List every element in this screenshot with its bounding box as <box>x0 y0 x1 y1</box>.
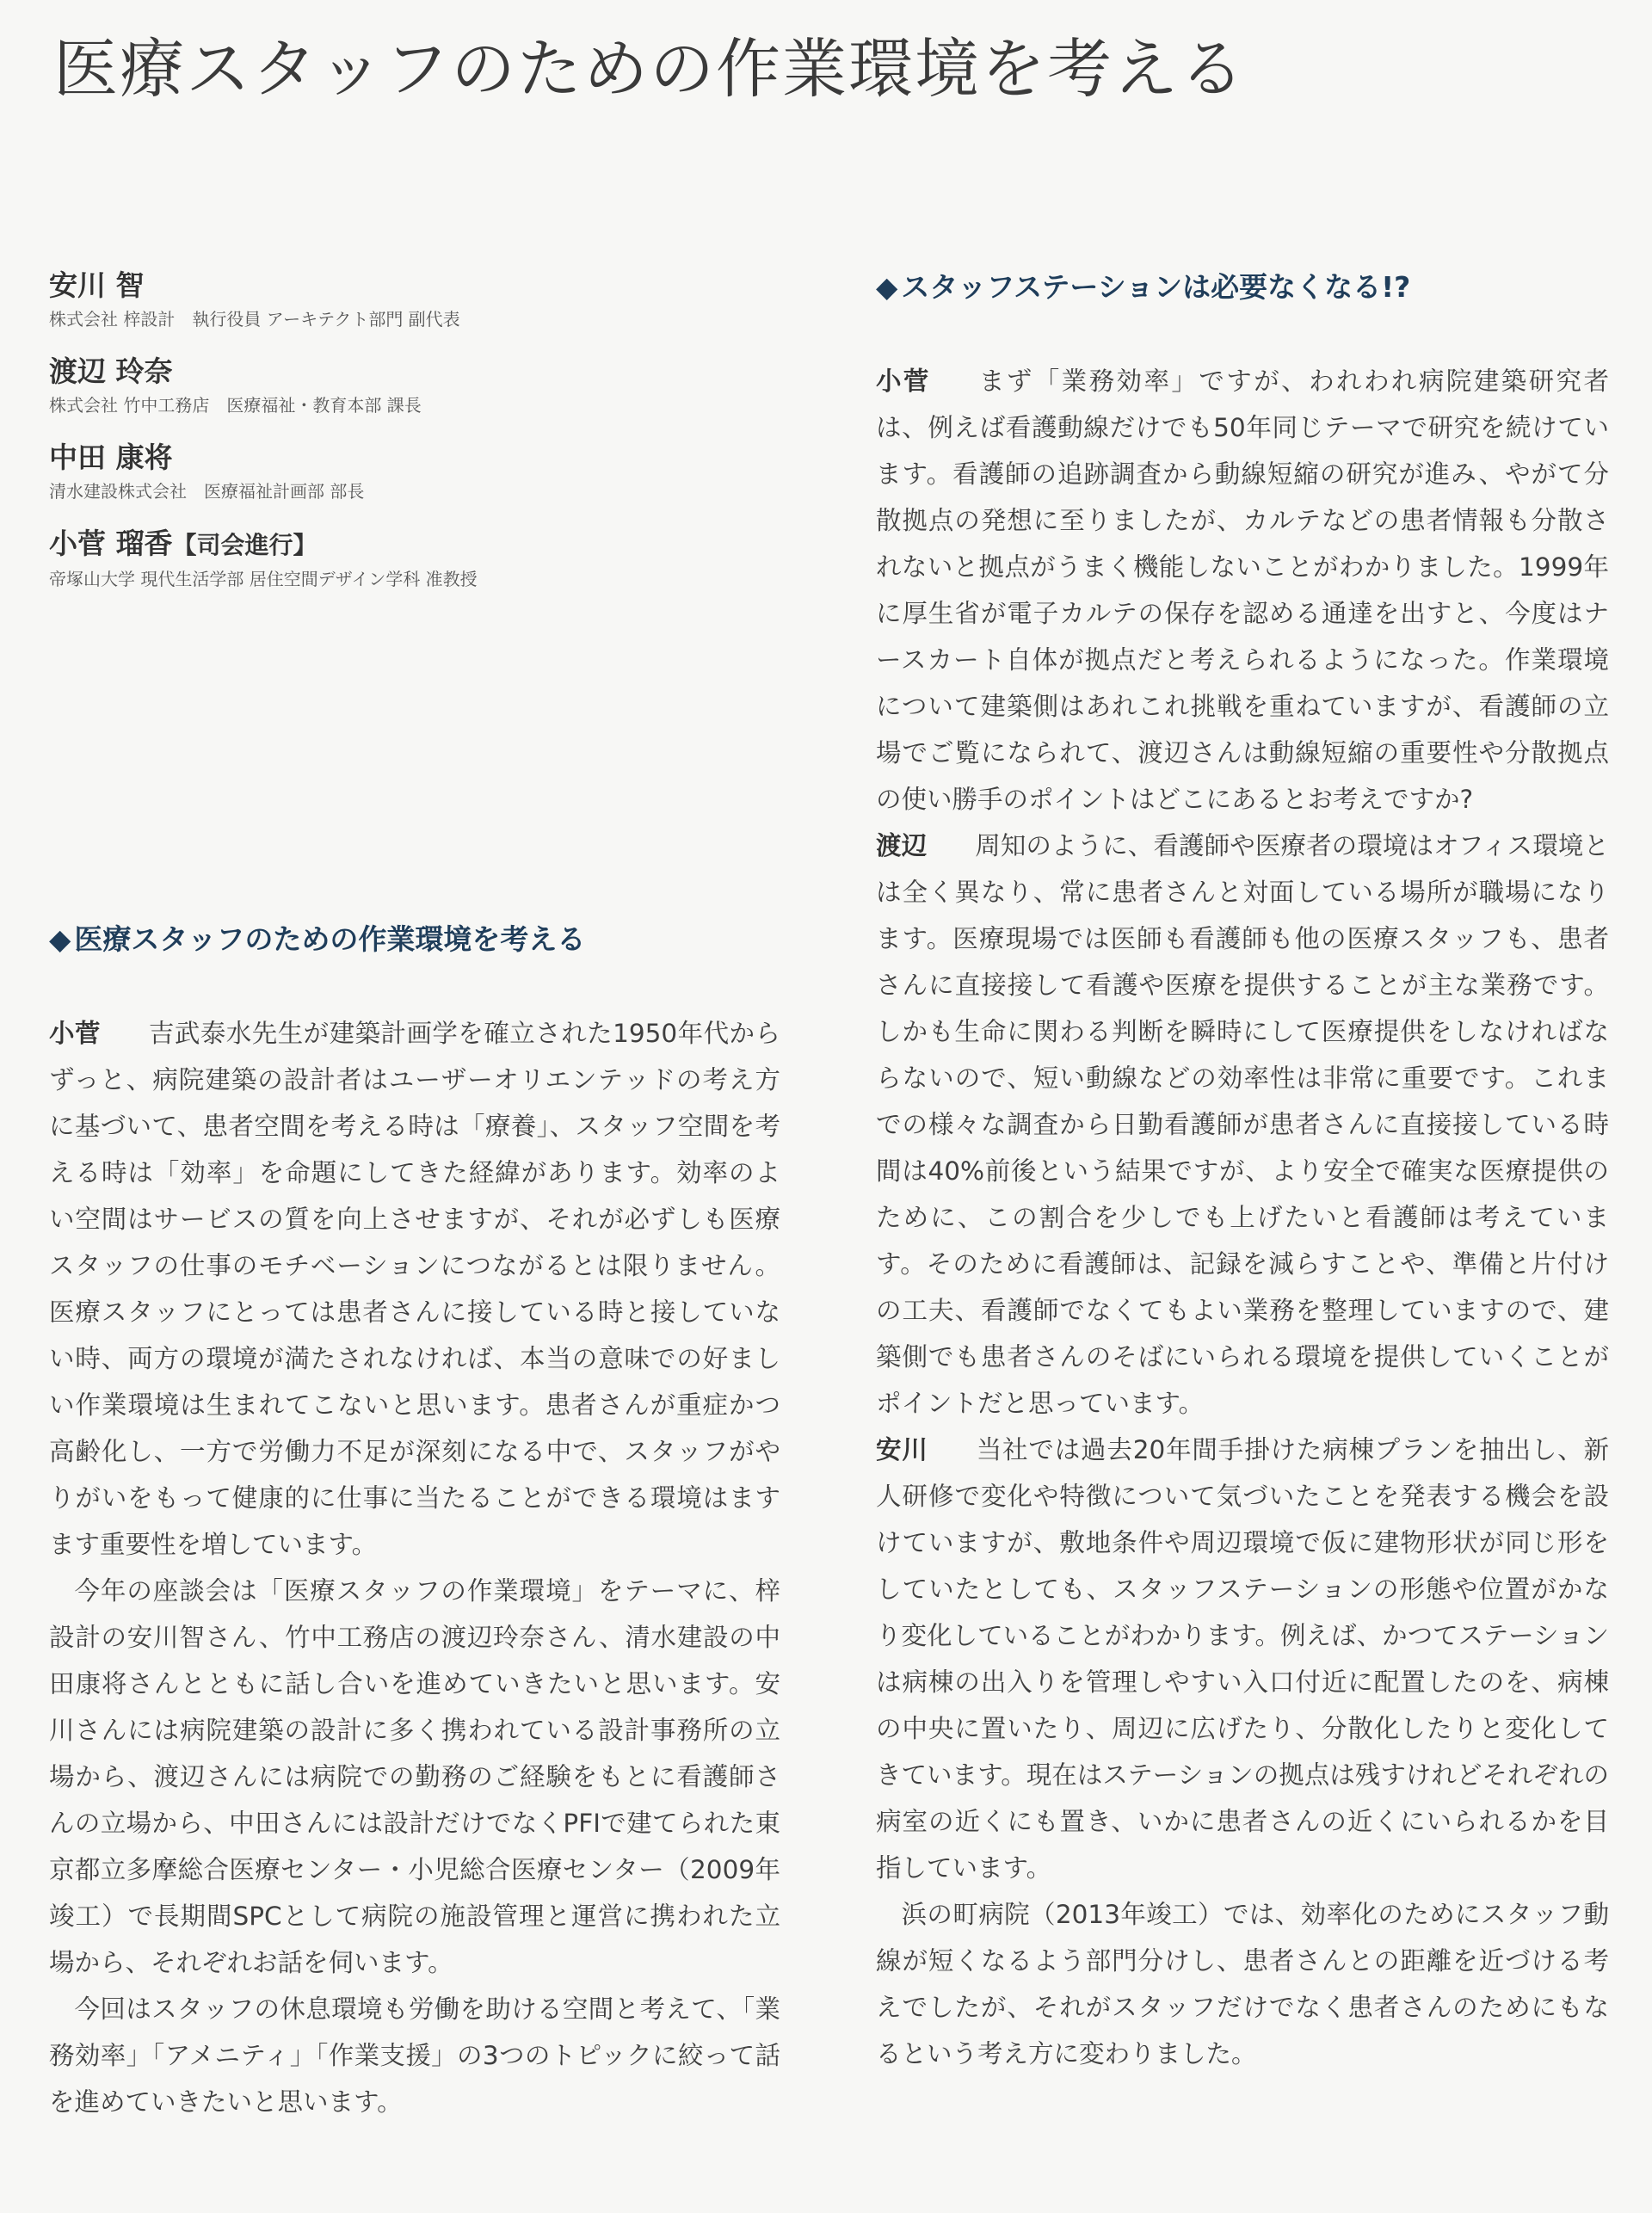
paragraph-text: 周知のように、看護師や医療者の環境はオフィス環境とは全く異なり、常に患者さんと対面している場所が職場になります。医療現場では医師も看護師も他の医療スタッフも、患者さんに直接接して看護や医療を提供することが主な業務です。しかも生命に関わる判断を瞬時にして医療提供をしなければならないので、短い動線などの効率性は非常に重要です。これまでの様々な調査から日勤看護師が患者さんに直接接している時間は40%前後という結果ですが、より安全で確実な医療提供のために、この割合を少しでも上げたいと看護師は考えています。そのために看護師は、記録を減らすことや、準備と片付けの工夫、看護師でなくてもよい業務を整理していますので、建築側でも患者さんのそばにいられる環境を提供していくことがポイントだと思っています。 <box>876 831 1609 1418</box>
speaker-name: 小菅 <box>49 1019 101 1048</box>
paragraph <box>876 1427 1609 1891</box>
paragraph <box>876 823 1609 1427</box>
paragraph-text: 浜の町病院（2013年竣工）では、効率化のためにスタッフ動線が短くなるよう部門分けし、患者さんとの距離を近づける考えでしたが、それがスタッフだけでなく患者さんのためにもなるという考え方に変わりました。 <box>876 1900 1609 2068</box>
paragraph-text: 吉武泰水先生が建築計画学を確立された1950年代からずっと、病院建築の設計者はユーザーオリエンテッドの考え方に基づいて、患者空間を考える時は「療養」、スタッフ空間を考える時は「効率」を命題にしてきた経緯があります。効率のよい空間はサービスの質を向上させますが、それが必ずしも医療スタッフの仕事のモチベーションにつながるとは限りません。医療スタッフにとっては患者さんに接している時と接していない時、両方の環境が満たされなければ、本当の意味での好ましい作業環境は生まれてこないと思います。患者さんが重症かつ高齢化し、一方で労働力不足が深刻になる中で、スタッフがやりがいをもって健康的に仕事に当たることができる環境はますます重要性を増しています。 <box>49 1019 780 1559</box>
section-heading <box>876 267 1609 308</box>
participant-name: 渡辺 玲奈 <box>49 354 173 388</box>
right-article-section <box>876 267 1609 2077</box>
page-title: 医療スタッフのための作業環境を考える <box>53 31 1247 107</box>
participant <box>49 525 780 592</box>
paragraph <box>876 358 1609 823</box>
section-heading <box>49 919 780 960</box>
section-heading-text: 医療スタッフのための作業環境を考える <box>74 922 586 956</box>
participant <box>49 267 780 332</box>
participants-list <box>49 267 780 613</box>
participant <box>49 353 780 418</box>
participant-name-row <box>49 525 780 564</box>
paragraph-text: まず「業務効率」ですが、われわれ病院建築研究者は、例えば看護動線だけでも50年同じテーマで研究を続けています。看護師の追跡調査から動線短縮の研究が進み、やがて分散拠点の発想に至りましたが、カルテなどの患者情報も分散されないと拠点がうまく機能しないことがわかりました。1999年に厚生省が電子カルテの保存を認める通達を出すと、今度はナースカート自体が拠点だと考えられるようになった。作業環境について建築側はあれこれ挑戦を重ねていますが、看護師の立場でご覧になられて、渡辺さんは動線短縮の重要性や分散拠点の使い勝手のポイントはどこにあるとお考えですか? <box>876 367 1609 814</box>
speaker-name: 小菅 <box>876 367 931 396</box>
speaker-name: 安川 <box>876 1435 928 1464</box>
paragraph-text: 当社では過去20年間手掛けた病棟プランを抽出し、新人研修で変化や特徴について気づいたことを発表する機会を設けていますが、敷地条件や周辺環境で仮に建物形状が同じ形をしていたとしても、スタッフステーションの形態や位置がかなり変化していることがわかります。例えば、かつてステーションは病棟の出入りを管理しやすい入口付近に配置したのを、病棟の中央に置いたり、周辺に広げたり、分散化したりと変化してきています。現在はステーションの拠点は残すけれどそれぞれの病室の近くにも置き、いかに患者さんの近くにいられるかを目指しています。 <box>876 1435 1609 1883</box>
paragraph-text: 今回はスタッフの休息環境も労働を助ける空間と考えて、「業務効率」「アメニティ」「作業支援」の3つのトピックに絞って話を進めていきたいと思います。 <box>49 1994 780 2117</box>
participant-role: 清水建設株式会社 医療福祉計画部 部長 <box>49 481 365 502</box>
participant-role: 株式会社 竹中工務店 医療福祉・教育本部 課長 <box>49 395 422 416</box>
paragraph <box>876 1891 1609 2077</box>
participant <box>49 439 780 504</box>
moderator-tag: 【司会進行】 <box>172 531 317 559</box>
participant-role: 帝塚山大学 現代生活学部 居住空間デザイン学科 准教授 <box>49 569 478 589</box>
left-article-section <box>49 919 780 2125</box>
section-heading-text: スタッフステーションは必要なくなる!? <box>901 270 1411 304</box>
participant-name: 中田 康将 <box>49 441 173 474</box>
diamond-marker-icon: ◆ <box>876 270 898 304</box>
diamond-marker-icon: ◆ <box>49 922 71 956</box>
paragraph <box>49 1010 780 1568</box>
participant-name: 安川 智 <box>49 268 145 302</box>
participant-name: 小菅 瑠香 <box>49 527 173 560</box>
paragraph <box>49 1568 780 1986</box>
participant-role: 株式会社 梓設計 執行役員 アーキテクト部門 副代表 <box>49 309 460 330</box>
paragraph-text: 今年の座談会は「医療スタッフの作業環境」をテーマに、梓設計の安川智さん、竹中工務店の渡辺玲奈さん、清水建設の中田康将さんとともに話し合いを進めていきたいと思います。安川さんには病院建築の設計に多く携われている設計事務所の立場から、渡辺さんには病院での勤務のご経験をもとに看護師さんの立場から、中田さんには設計だけでなくPFIで建てられた東京都立多摩総合医療センター・小児総合医療センター（2009年竣工）で長期間SPCとして病院の施設管理と運営に携われた立場から、それぞれお話を伺います。 <box>49 1576 780 1977</box>
speaker-name: 渡辺 <box>876 831 928 860</box>
paragraph <box>49 1986 780 2125</box>
